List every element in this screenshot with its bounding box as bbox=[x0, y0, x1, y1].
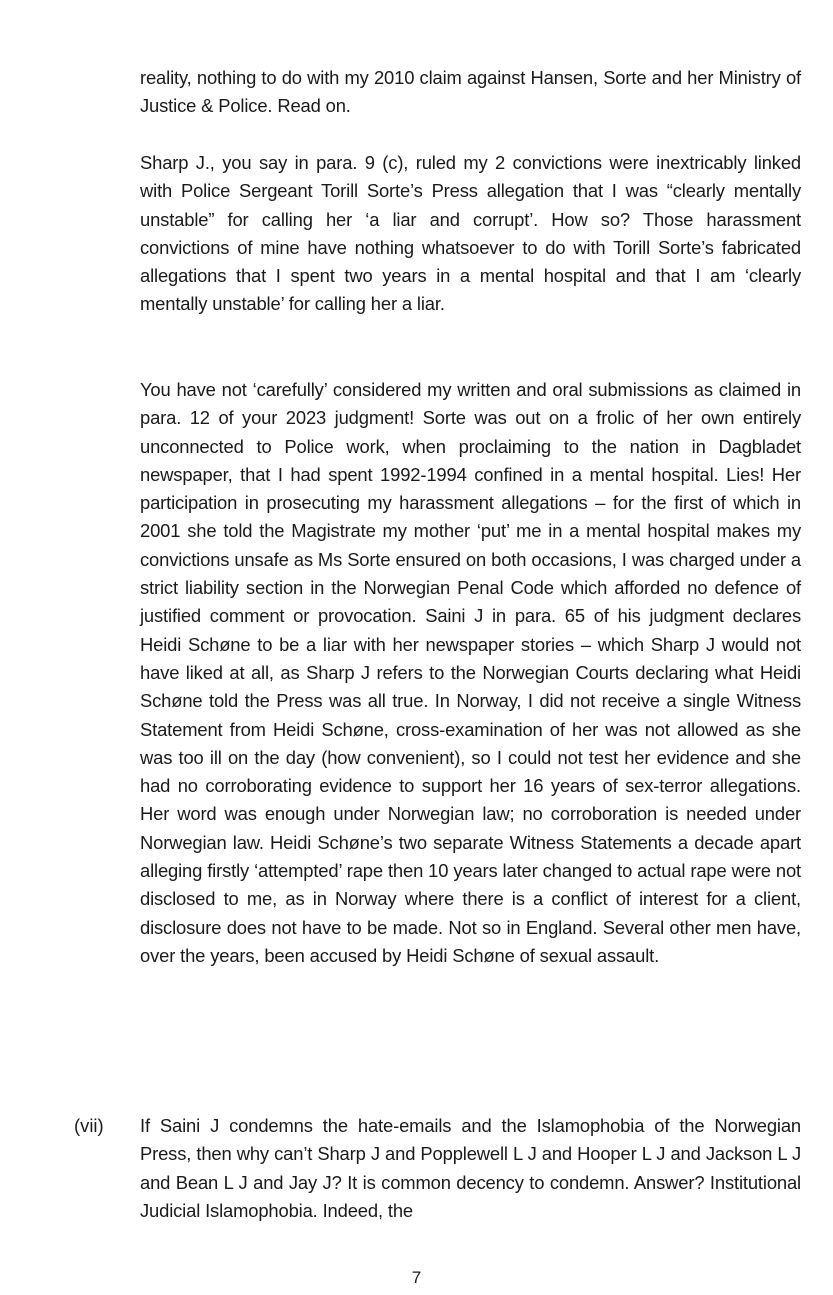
paragraph-submissions: You have not ‘carefully’ considered my written and oral submissions as claimed in para. 12 of your 2023 judgment! Sorte was out on a frolic of her own entirely unconnected to Police work, when proclaiming to the nation in Dagbladet newspaper, that I had spent 1992-1994 confined in a mental hospital. Lies! Her participation in prosecuting my harassment allegations – for the first of which in 2001 she told the Magistrate my mother ‘put’ me in a mental hospital makes my convictions unsafe as Ms Sorte ensured on both occasions, I was charged under a strict liability section in the Norwegian Penal Code which afforded no defence of justified comment or provocation. Saini J in para. 65 of his judgment declares Heidi Schøne to be a liar with her newspaper stories – which Sharp J would not have liked at all, as Sharp J refers to the Norwegian Courts declaring what Heidi Schøne told the Press was all true. In Norway, I did not receive a single Witness Statement from Heidi Schøne, cross-examination of her was not allowed as she was too ill on the day (how convenient), so I could not test her evidence and she had no corroborating evidence to support her 16 years of sex-terror allegations. Her word was enough under Norwegian law; no corroboration is needed under Norwegian law. Heidi Schøne’s two separate Witness Statements a decade apart alleging firstly ‘attempted’ rape then 10 years later changed to actual rape were not disclosed to me, as in Norway where there is a conflict of interest for a client, disclosure does not have to be made. Not so in England. Several other men have, over the years, been accused by Heidi Schøne of sexual assault. bbox=[140, 379, 801, 966]
list-item-vii-text: If Saini J condemns the hate-emails and the Islamophobia of the Norwegian Press, then why can’t Sharp J and Popplewell L J and Hooper L J and Jackson L J and Bean L J and Jay J? It is common decency to condemn. Answer? Institutional Judicial Islamophobia. Indeed, the bbox=[140, 1115, 801, 1221]
paragraph-continuation: reality, nothing to do with my 2010 claim against Hansen, Sorte and her Ministry of Justice & Police. Read on. bbox=[140, 67, 801, 117]
page-number: 7 bbox=[411, 1268, 422, 1287]
list-item-marker-vii: (vii) bbox=[74, 1115, 104, 1136]
paragraph-sharp-j-para-9: Sharp J., you say in para. 9 (c), ruled my 2 convictions were inextricably linked with Police Sergeant Torill Sorte’s Press allegation that I was “clearly mentally unstable” for calling her ‘a liar and corrupt’. How so? Those harassment convictions of mine have nothing whatsoever to do with Torill Sorte’s fabricated allegations that I spent two years in a mental hospital and that I am ‘clearly mentally unstable’ for calling her a liar. bbox=[140, 152, 801, 315]
